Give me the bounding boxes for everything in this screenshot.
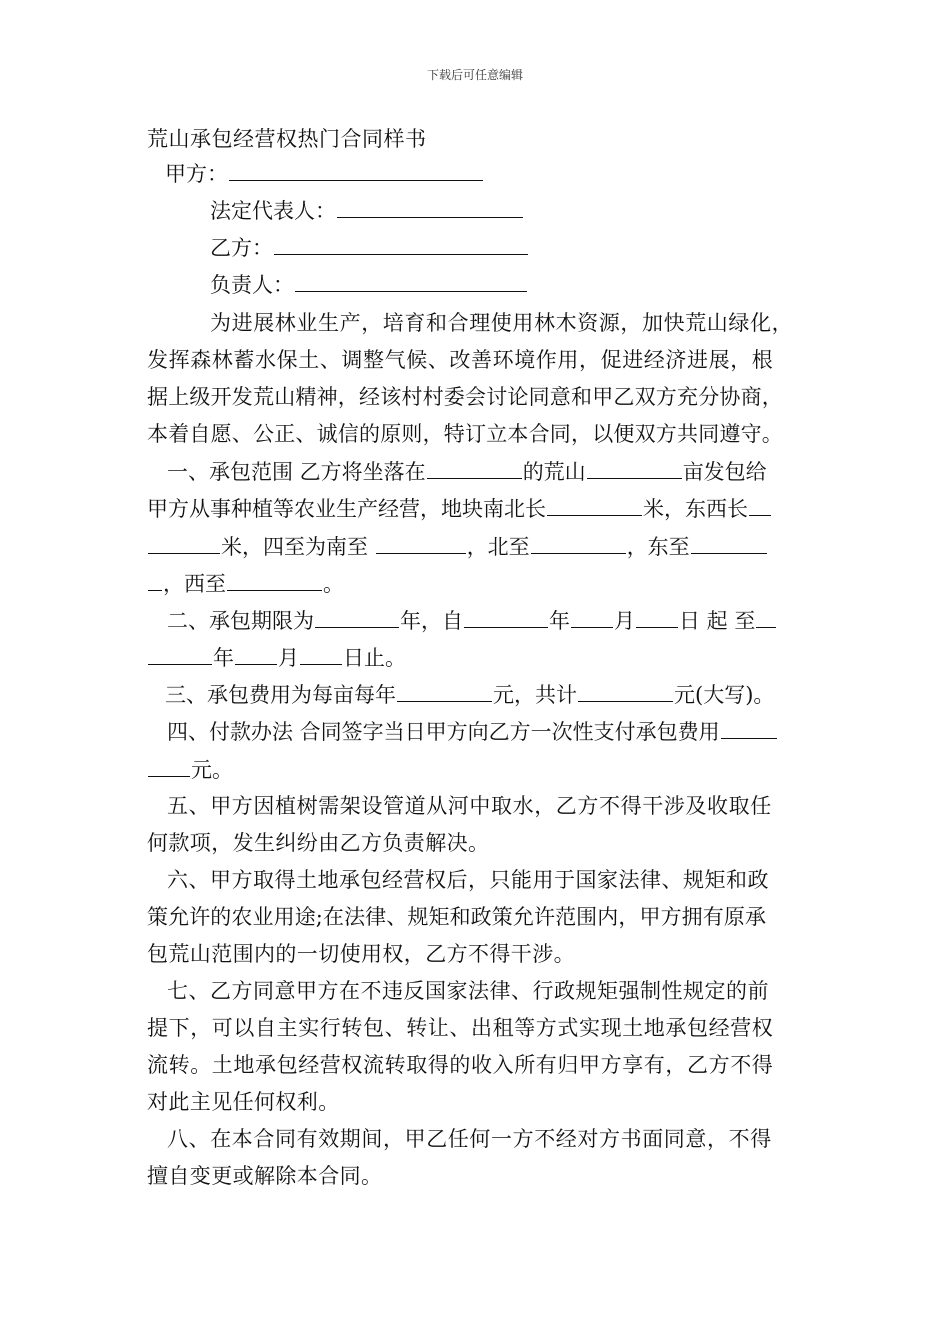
page-header: 下载后可任意编辑	[426, 68, 523, 82]
clause2-text: 月	[614, 609, 635, 633]
west-boundary-field[interactable]	[227, 572, 322, 591]
clause3-text: 三、承包费用为每亩每年	[165, 683, 396, 707]
east-boundary-field[interactable]	[691, 535, 767, 554]
clause1-line-4	[147, 572, 344, 595]
clause6-line-2: 策允许的农业用途;在法律、规矩和政策允许范围内，甲方拥有原承	[147, 905, 767, 929]
legal-rep-field[interactable]	[337, 199, 523, 218]
person-in-charge-label: 负责人：	[210, 273, 294, 297]
clause5-line-2: 何款项，发生纠纷由乙方负责解决。	[147, 831, 490, 855]
clause4-text: 元。	[191, 758, 233, 782]
clause3-text: 元，共计	[493, 683, 577, 707]
clause1-text: 。	[323, 572, 344, 596]
east-boundary-field-cont[interactable]	[148, 572, 162, 591]
clause1-line-2	[147, 497, 772, 520]
north-boundary-field[interactable]	[531, 535, 626, 554]
start-month-field[interactable]	[571, 609, 613, 628]
location-field[interactable]	[427, 460, 522, 479]
clause8-line-2: 擅自变更或解除本合同。	[147, 1164, 383, 1188]
clause1-text: 米，四至为南至	[221, 535, 368, 559]
total-fee-field[interactable]	[578, 683, 673, 702]
clause4-line-2	[147, 758, 233, 781]
ns-length-field[interactable]	[547, 497, 642, 516]
preamble-line-2: 发挥森林蓄水保土、调整气候、改善环境作用，促进经济进展，根	[147, 348, 774, 372]
party-b-line	[210, 236, 529, 259]
clause1-line-3	[147, 535, 768, 558]
legal-rep-line	[210, 199, 524, 222]
clause2-line-1	[167, 609, 777, 632]
clause2-text: 日 起 至	[679, 609, 756, 633]
clause2-text: 年，自	[400, 609, 463, 633]
preamble-line-3: 据上级开发荒山精神，经该村村委会讨论同意和甲乙双方充分协商，	[147, 385, 783, 409]
clause2-line-2	[147, 646, 406, 669]
clause2-text: 年	[549, 609, 570, 633]
clause1-text: 一、承包范围 乙方将坐落在	[167, 460, 426, 484]
party-a-field[interactable]	[229, 162, 483, 181]
clause1-text: 的荒山	[522, 460, 586, 484]
clause7-line-4: 对此主见任何权利。	[147, 1090, 340, 1114]
clause5-line-1: 五、甲方因植树需架设管道从河中取水，乙方不得干涉及收取任	[167, 794, 772, 818]
clause2-text: 年	[213, 646, 234, 670]
end-year-field-cont[interactable]	[148, 646, 212, 665]
annual-fee-field[interactable]	[397, 683, 492, 702]
ew-length-field-cont[interactable]	[148, 535, 220, 554]
clause2-text: 月	[278, 646, 299, 670]
clause2-text: 二、承包期限为	[167, 609, 314, 633]
preamble-line-4: 本着自愿、公正、诚信的原则，特订立本合同，以便双方共同遵守。	[147, 422, 783, 446]
clause1-text: 米，东西长	[643, 497, 748, 521]
start-day-field[interactable]	[636, 609, 678, 628]
clause4-text: 四、付款办法 合同签字当日甲方向乙方一次性支付承包费用	[167, 720, 720, 744]
clause8-line-1: 八、在本合同有效期间，甲乙任何一方不经对方书面同意，不得	[167, 1127, 772, 1151]
preamble-line-1: 为进展林业生产，培育和合理使用林木资源，加快荒山绿化，	[210, 311, 794, 335]
end-day-field[interactable]	[300, 646, 342, 665]
start-year-field[interactable]	[464, 609, 548, 628]
south-boundary-field[interactable]	[376, 535, 466, 554]
clause2-text: 日止。	[343, 646, 406, 670]
clause3-text: 元(大写)。	[674, 683, 775, 707]
party-a-line	[165, 162, 484, 185]
clause7-line-2: 提下，可以自主实行转包、转让、出租等方式实现土地承包经营权	[147, 1016, 774, 1040]
end-year-field[interactable]	[756, 609, 776, 628]
document-title: 荒山承包经营权热门合同样书	[147, 127, 427, 151]
person-in-charge-line	[210, 273, 528, 296]
term-years-field[interactable]	[315, 609, 399, 628]
party-a-label: 甲方：	[165, 162, 228, 186]
clause1-text: 亩发包给	[682, 460, 767, 484]
area-field[interactable]	[587, 460, 682, 479]
clause4-line-1	[167, 720, 778, 743]
end-month-field[interactable]	[235, 646, 277, 665]
clause6-line-3: 包荒山范围内的一切使用权，乙方不得干涉。	[147, 942, 575, 966]
person-in-charge-field[interactable]	[295, 273, 527, 292]
payment-amount-field-cont[interactable]	[148, 758, 190, 777]
legal-rep-label: 法定代表人：	[210, 199, 336, 223]
clause3-line	[165, 683, 774, 706]
clause1-text: ，西至	[163, 572, 226, 596]
clause1-text: 甲方从事种植等农业生产经营，地块南北长	[147, 497, 546, 521]
payment-amount-field[interactable]	[721, 720, 777, 739]
clause7-line-1: 七、乙方同意甲方在不违反国家法律、行政规矩强制性规定的前	[167, 979, 769, 1003]
clause7-line-3: 流转。土地承包经营权流转取得的收入所有归甲方享有，乙方不得	[147, 1053, 774, 1077]
clause1-text: ，北至	[466, 535, 530, 559]
party-b-label: 乙方：	[210, 236, 273, 260]
ew-length-field[interactable]	[749, 497, 771, 516]
clause1-text: ，东至	[626, 535, 690, 559]
party-b-field[interactable]	[274, 236, 528, 255]
clause6-line-1: 六、甲方取得土地承包经营权后，只能用于国家法律、规矩和政	[167, 868, 769, 892]
clause1-line-1	[167, 460, 767, 483]
